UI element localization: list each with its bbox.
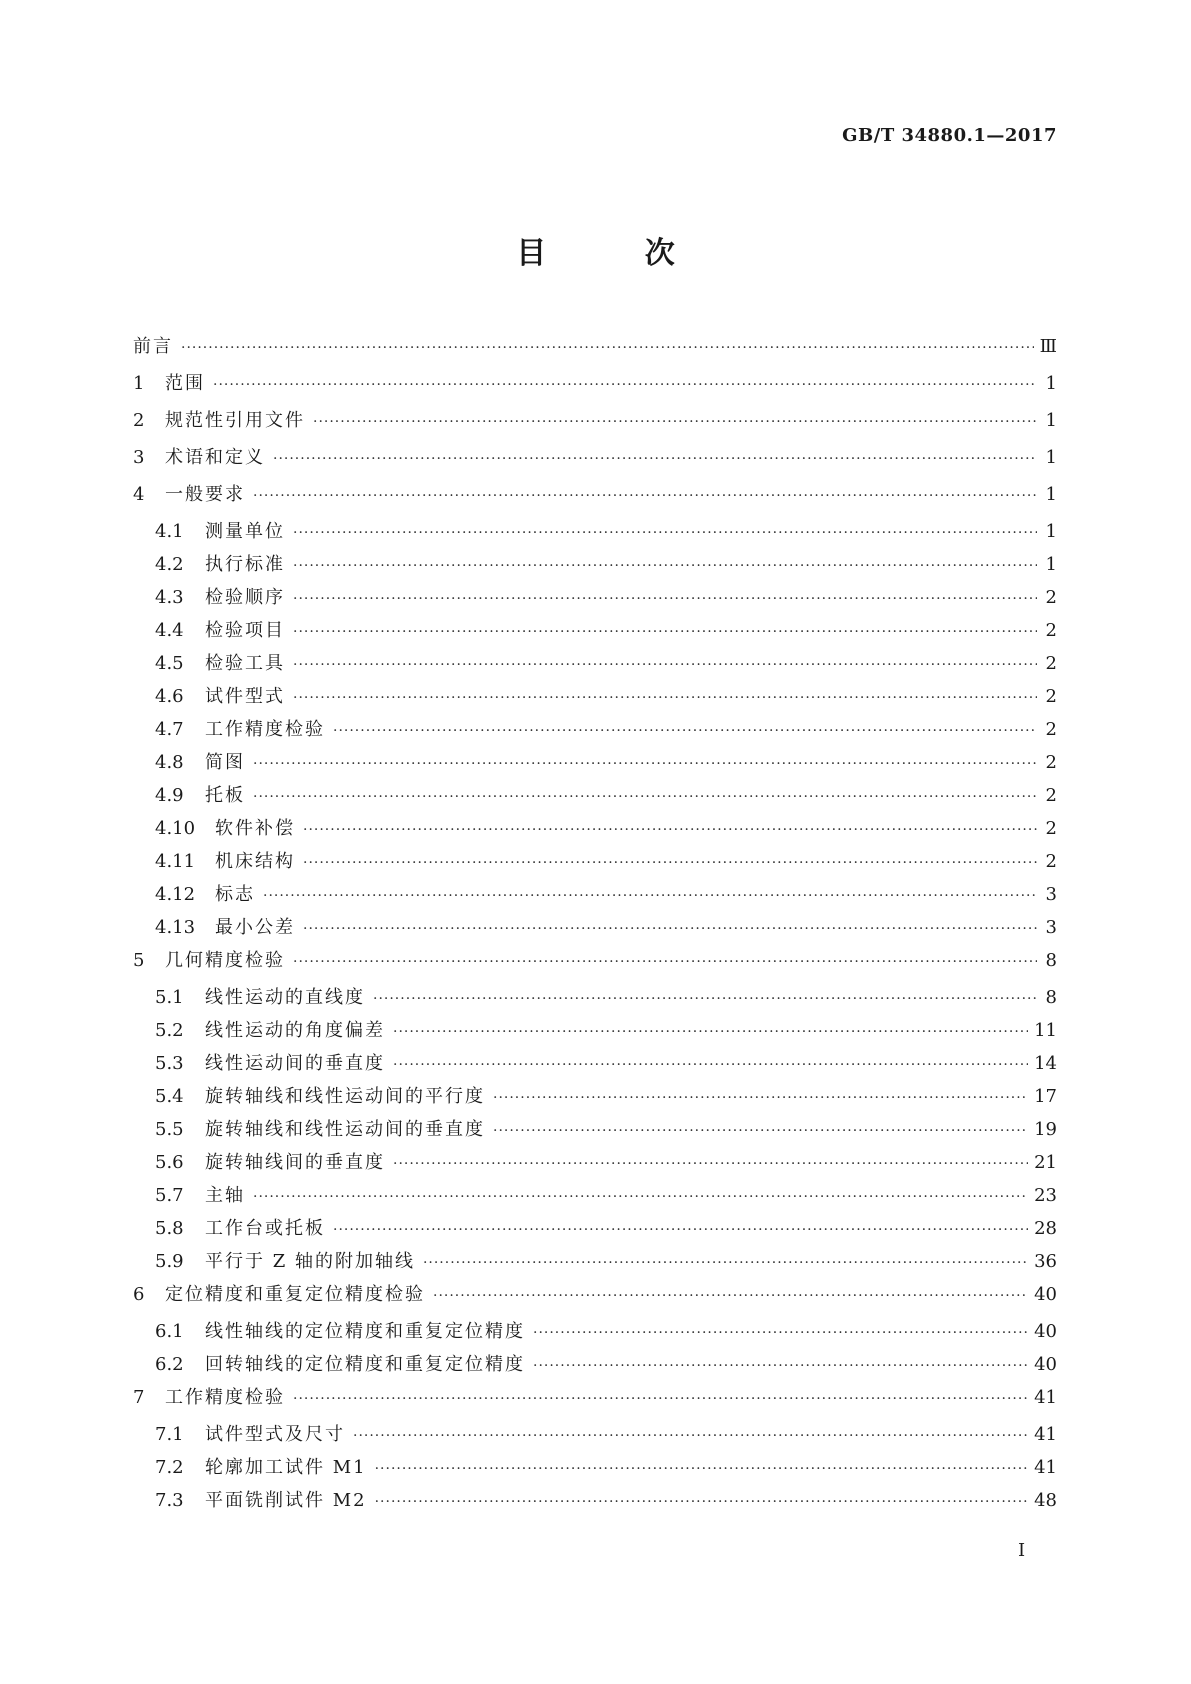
toc-leader-dots [375,1494,1028,1510]
toc-leader-dots [293,558,1037,574]
toc-entry[interactable] [133,748,1057,781]
toc-entry-page: 21 [1034,1152,1057,1173]
toc-entry-title: 平面铣削试件 M2 [205,1490,367,1511]
toc-leader-dots [533,1358,1028,1374]
toc-entry-title: 线性运动的角度偏差 [205,1020,385,1041]
toc-entry-number: 4.8 [155,752,184,773]
toc-entry-title: 回转轴线的定位精度和重复定位精度 [205,1354,525,1375]
toc-entry-number: 5.4 [155,1086,184,1107]
toc-entry-page: 3 [1045,917,1057,938]
toc-entry-title: 检验顺序 [205,587,285,608]
toc-leader-dots [433,1288,1028,1304]
standard-code: GB/T 34880.1—2017 [842,125,1057,146]
toc-entry[interactable] [133,1247,1057,1280]
toc-leader-dots [253,1189,1028,1205]
toc-leader-dots [393,1156,1028,1172]
toc-leader-dots [303,822,1037,838]
toc-entry[interactable] [133,1486,1057,1519]
toc-entry[interactable] [133,1383,1057,1420]
toc-leader-dots [303,921,1037,937]
toc-entry-page: 23 [1034,1185,1057,1206]
toc-entry-title: 范围 [165,373,205,394]
toc-entry-number: 4.1 [155,521,184,542]
toc-entry-number: 5.9 [155,1251,184,1272]
toc-entry-page: 41 [1034,1387,1057,1408]
toc-entry[interactable] [133,406,1057,443]
toc-entry-number: 4.12 [155,884,196,905]
toc-entry[interactable] [133,913,1057,946]
toc-entry-title: 执行标准 [205,554,285,575]
toc-entry-page: 1 [1045,554,1057,575]
toc-entry-title: 旋转轴线和线性运动间的垂直度 [205,1119,485,1140]
toc-leader-dots [293,1391,1028,1407]
toc-entry[interactable] [133,1148,1057,1181]
toc-entry-title: 检验项目 [205,620,285,641]
toc-leader-dots [293,591,1037,607]
toc-entry-page: 40 [1034,1354,1057,1375]
toc-entry-number: 5.8 [155,1218,184,1239]
toc-leader-dots [293,525,1037,541]
toc-entry[interactable] [133,1082,1057,1115]
toc-leader-dots [393,1057,1028,1073]
toc-entry-page: 1 [1045,373,1057,394]
toc-entry-page: 2 [1045,587,1057,608]
toc-entry[interactable] [133,880,1057,913]
toc-leader-dots [313,414,1037,430]
toc-entry[interactable] [133,480,1057,517]
toc-entry-page: 2 [1045,851,1057,872]
toc-entry-title: 机床结构 [215,851,295,872]
toc-entry-page: 2 [1045,653,1057,674]
toc-leader-dots [393,1024,1028,1040]
toc-entry[interactable] [133,715,1057,748]
toc-entry[interactable] [133,1317,1057,1350]
toc-entry-number: 3 [133,447,145,468]
toc-leader-dots [493,1090,1028,1106]
toc-entry-number: 5.1 [155,987,184,1008]
toc-entry[interactable] [133,1420,1057,1453]
toc-entry-page: 40 [1034,1321,1057,1342]
toc-entry[interactable] [133,682,1057,715]
toc-entry-page: 1 [1045,521,1057,542]
toc-entry[interactable] [133,369,1057,406]
toc-entry[interactable] [133,1453,1057,1486]
toc-entry-number: 7.2 [155,1457,184,1478]
toc-entry-page: 48 [1034,1490,1057,1511]
toc-entry-title: 工作精度检验 [205,719,325,740]
toc-entry[interactable] [133,1350,1057,1383]
toc-entry-title: 测量单位 [205,521,285,542]
toc-entry[interactable] [133,1016,1057,1049]
toc-leader-dots [293,624,1037,640]
toc-leader-dots [293,954,1037,970]
toc-entry-title: 旋转轴线和线性运动间的平行度 [205,1086,485,1107]
toc-entry-number: 5 [133,950,145,971]
toc-entry-number: 5.6 [155,1152,184,1173]
toc-entry-title: 试件型式及尺寸 [205,1424,345,1445]
toc-entry-title: 线性轴线的定位精度和重复定位精度 [205,1321,525,1342]
toc-entry-page: Ⅲ [1039,336,1057,357]
toc-entry[interactable] [133,517,1057,550]
toc-leader-dots [333,1222,1028,1238]
toc-entry[interactable] [133,649,1057,682]
toc-leader-dots [181,340,1034,356]
toc-entry-number: 5.3 [155,1053,184,1074]
toc-leader-dots [303,855,1037,871]
toc-entry-number: 2 [133,410,145,431]
toc-entry[interactable] [133,983,1057,1016]
toc-leader-dots [253,789,1037,805]
toc-entry[interactable] [133,550,1057,583]
toc-entry-title: 试件型式 [205,686,285,707]
toc-entry-page: 2 [1045,785,1057,806]
toc-leader-dots [533,1325,1028,1341]
toc-entry[interactable] [133,814,1057,847]
toc-entry-number: 4.5 [155,653,184,674]
toc-leader-dots [253,488,1037,504]
toc-entry-number: 7.1 [155,1424,184,1445]
toc-entry-number: 4.9 [155,785,184,806]
toc-entry-title: 几何精度检验 [165,950,285,971]
toc-entry-number: 6.1 [155,1321,184,1342]
toc-entry-title: 主轴 [205,1185,245,1206]
toc-entry-number: 7 [133,1387,145,1408]
toc-entry-number: 4.4 [155,620,184,641]
toc-entry-page: 2 [1045,752,1057,773]
toc-entry-number: 1 [133,373,145,394]
toc-entry-number: 4.3 [155,587,184,608]
toc-entry-page: 1 [1045,410,1057,431]
toc-leader-dots [373,991,1037,1007]
toc-entry-page: 2 [1045,719,1057,740]
toc-entry-page: 2 [1045,818,1057,839]
page-title: 目 次 [516,236,719,271]
toc-entry-title: 检验工具 [205,653,285,674]
toc-entry-number: 7.3 [155,1490,184,1511]
toc-entry-title: 定位精度和重复定位精度检验 [165,1284,425,1305]
toc-entry-page: 41 [1034,1457,1057,1478]
toc-entry-number: 4.7 [155,719,184,740]
toc-entry-number: 4.6 [155,686,184,707]
toc-entry-page: 8 [1045,987,1057,1008]
toc-entry-number: 4.10 [155,818,196,839]
toc-entry-title: 前言 [133,336,173,357]
toc-leader-dots [273,451,1037,467]
toc-entry-page: 8 [1045,950,1057,971]
toc-entry-title: 轮廓加工试件 M1 [205,1457,367,1478]
toc-entry-number: 5.2 [155,1020,184,1041]
toc-leader-dots [375,1461,1028,1477]
toc-entry-number: 4.13 [155,917,196,938]
toc-entry[interactable] [133,1181,1057,1214]
toc-entry-title: 简图 [205,752,245,773]
toc-entry-title: 平行于 Z 轴的附加轴线 [205,1251,415,1272]
toc-entry[interactable] [133,332,1057,369]
toc-entry-title: 最小公差 [215,917,295,938]
table-of-contents [133,332,1057,1519]
toc-entry-page: 17 [1034,1086,1057,1107]
toc-entry-page: 1 [1045,484,1057,505]
toc-leader-dots [293,690,1037,706]
toc-entry[interactable] [133,1214,1057,1247]
toc-entry-page: 36 [1034,1251,1057,1272]
toc-entry-page: 11 [1034,1020,1057,1041]
toc-entry[interactable] [133,847,1057,880]
toc-entry-title: 旋转轴线间的垂直度 [205,1152,385,1173]
toc-entry[interactable] [133,583,1057,616]
toc-entry[interactable] [133,616,1057,649]
toc-entry[interactable] [133,443,1057,480]
toc-entry-title: 术语和定义 [165,447,265,468]
toc-entry[interactable] [133,1049,1057,1082]
toc-entry-title: 一般要求 [165,484,245,505]
toc-entry-title: 规范性引用文件 [165,410,305,431]
toc-entry-number: 4.2 [155,554,184,575]
toc-leader-dots [293,657,1037,673]
toc-entry-title: 线性运动的直线度 [205,987,365,1008]
toc-entry-page: 2 [1045,620,1057,641]
toc-leader-dots [333,723,1037,739]
toc-leader-dots [493,1123,1028,1139]
toc-leader-dots [423,1255,1028,1271]
toc-entry-title: 软件补偿 [215,818,295,839]
toc-entry[interactable] [133,1280,1057,1317]
toc-leader-dots [263,888,1037,904]
toc-leader-dots [253,756,1037,772]
toc-entry-number: 6 [133,1284,145,1305]
toc-entry[interactable] [133,1115,1057,1148]
toc-entry-title: 工作台或托板 [205,1218,325,1239]
toc-leader-dots [353,1428,1028,1444]
toc-entry-title: 标志 [215,884,255,905]
page-number: I [1018,1540,1026,1561]
toc-entry[interactable] [133,946,1057,983]
toc-leader-dots [213,377,1037,393]
toc-entry-page: 28 [1034,1218,1057,1239]
toc-entry-number: 5.5 [155,1119,184,1140]
toc-entry-page: 41 [1034,1424,1057,1445]
toc-entry-title: 托板 [205,785,245,806]
toc-entry-page: 2 [1045,686,1057,707]
toc-entry-number: 4.11 [155,851,196,872]
toc-entry-title: 线性运动间的垂直度 [205,1053,385,1074]
toc-entry-number: 6.2 [155,1354,184,1375]
toc-entry[interactable] [133,781,1057,814]
toc-entry-title: 工作精度检验 [165,1387,285,1408]
toc-entry-page: 14 [1034,1053,1057,1074]
toc-entry-page: 40 [1034,1284,1057,1305]
toc-entry-number: 5.7 [155,1185,184,1206]
toc-entry-page: 1 [1045,447,1057,468]
toc-entry-page: 3 [1045,884,1057,905]
toc-entry-number: 4 [133,484,145,505]
toc-entry-page: 19 [1034,1119,1057,1140]
